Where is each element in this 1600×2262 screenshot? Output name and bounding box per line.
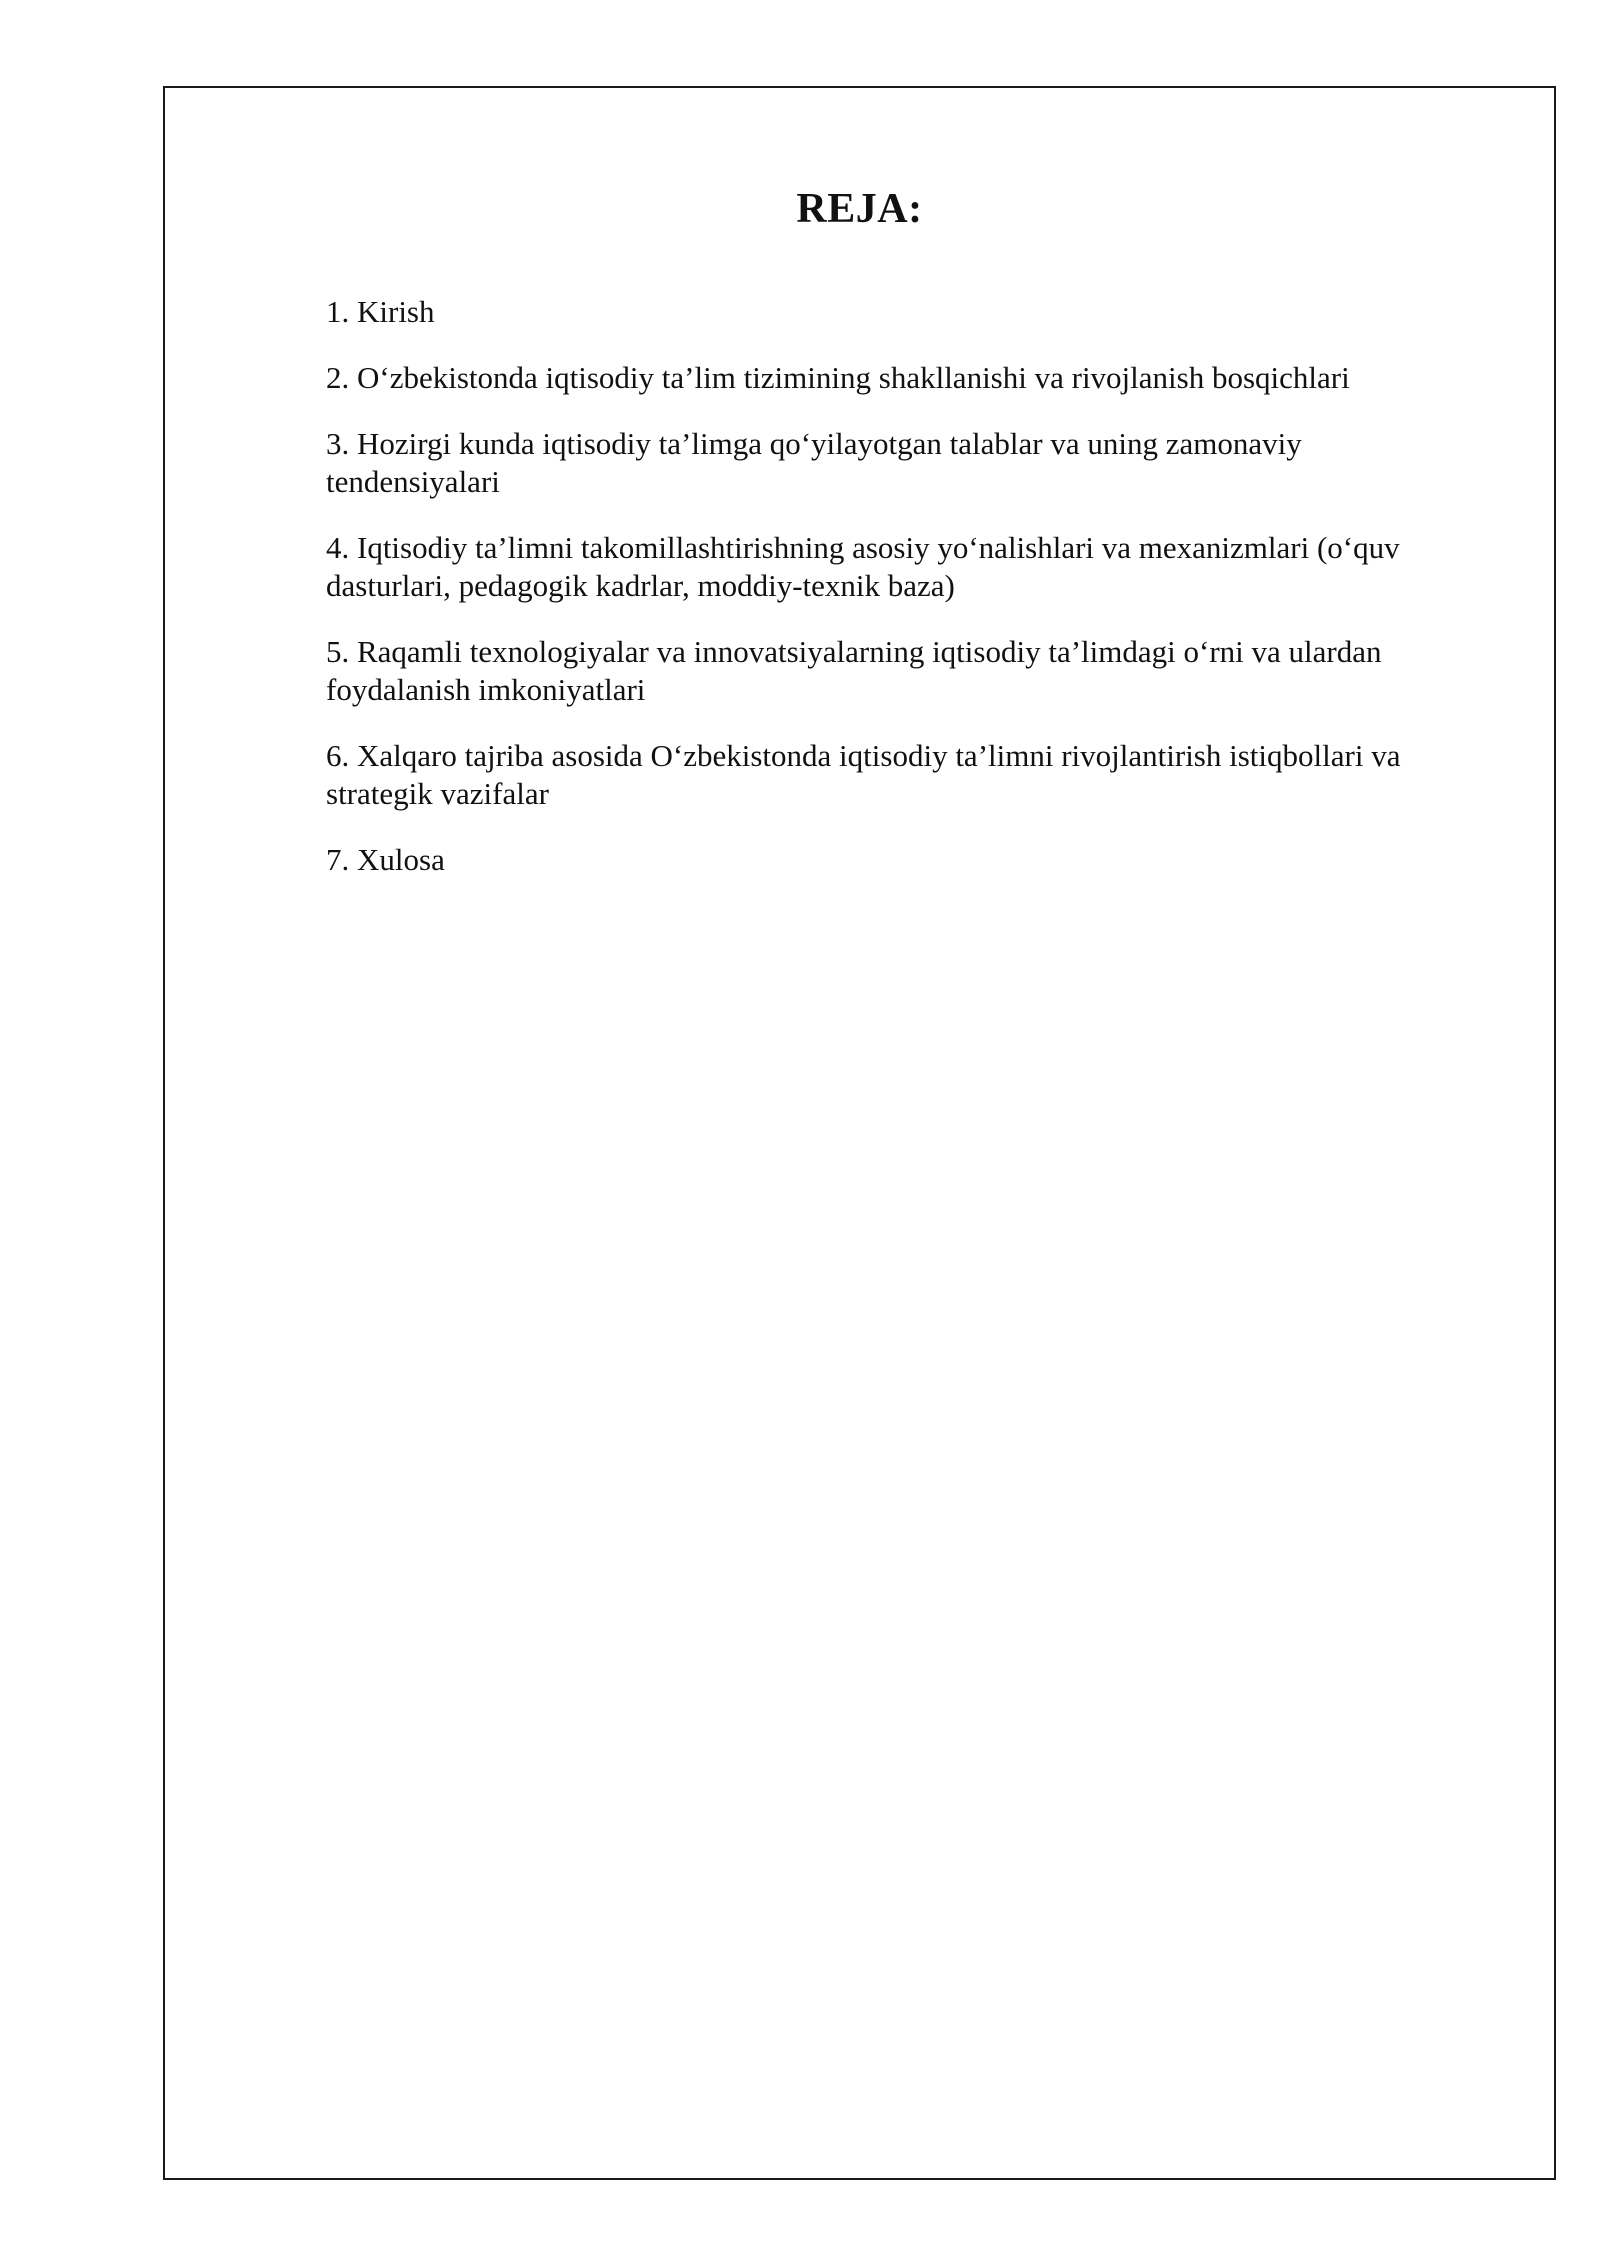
page-frame xyxy=(163,86,1556,2180)
plan-item: 1. Kirish xyxy=(326,294,435,329)
plan-item: 5. Raqamli texnologiyalar va innovatsiyalarning iqtisodiy ta’limdagi o‘rni va ulardan foydalanish imkoniyatlari xyxy=(326,634,1382,707)
plan-item: 7. Xulosa xyxy=(326,842,445,877)
plan-item: 6. Xalqaro tajriba asosida O‘zbekistonda iqtisodiy ta’limni rivojlantirish istiqbollari va strategik vazifalar xyxy=(326,738,1401,811)
plan-list xyxy=(326,293,1466,907)
plan-item: 3. Hozirgi kunda iqtisodiy ta’limga qo‘yilayotgan talablar va uning zamonaviy tendensiyalari xyxy=(326,426,1302,499)
plan-item: 2. O‘zbekistonda iqtisodiy ta’lim tizimining shakllanishi va rivojlanish bosqichlari xyxy=(326,360,1350,395)
plan-item: 4. Iqtisodiy ta’limni takomillashtirishning asosiy yo‘nalishlari va mexanizmlari (o‘quv dasturlari, pedagogik kadrlar, moddiy-texnik baza) xyxy=(326,530,1400,603)
document-title: REJA: xyxy=(796,186,923,232)
